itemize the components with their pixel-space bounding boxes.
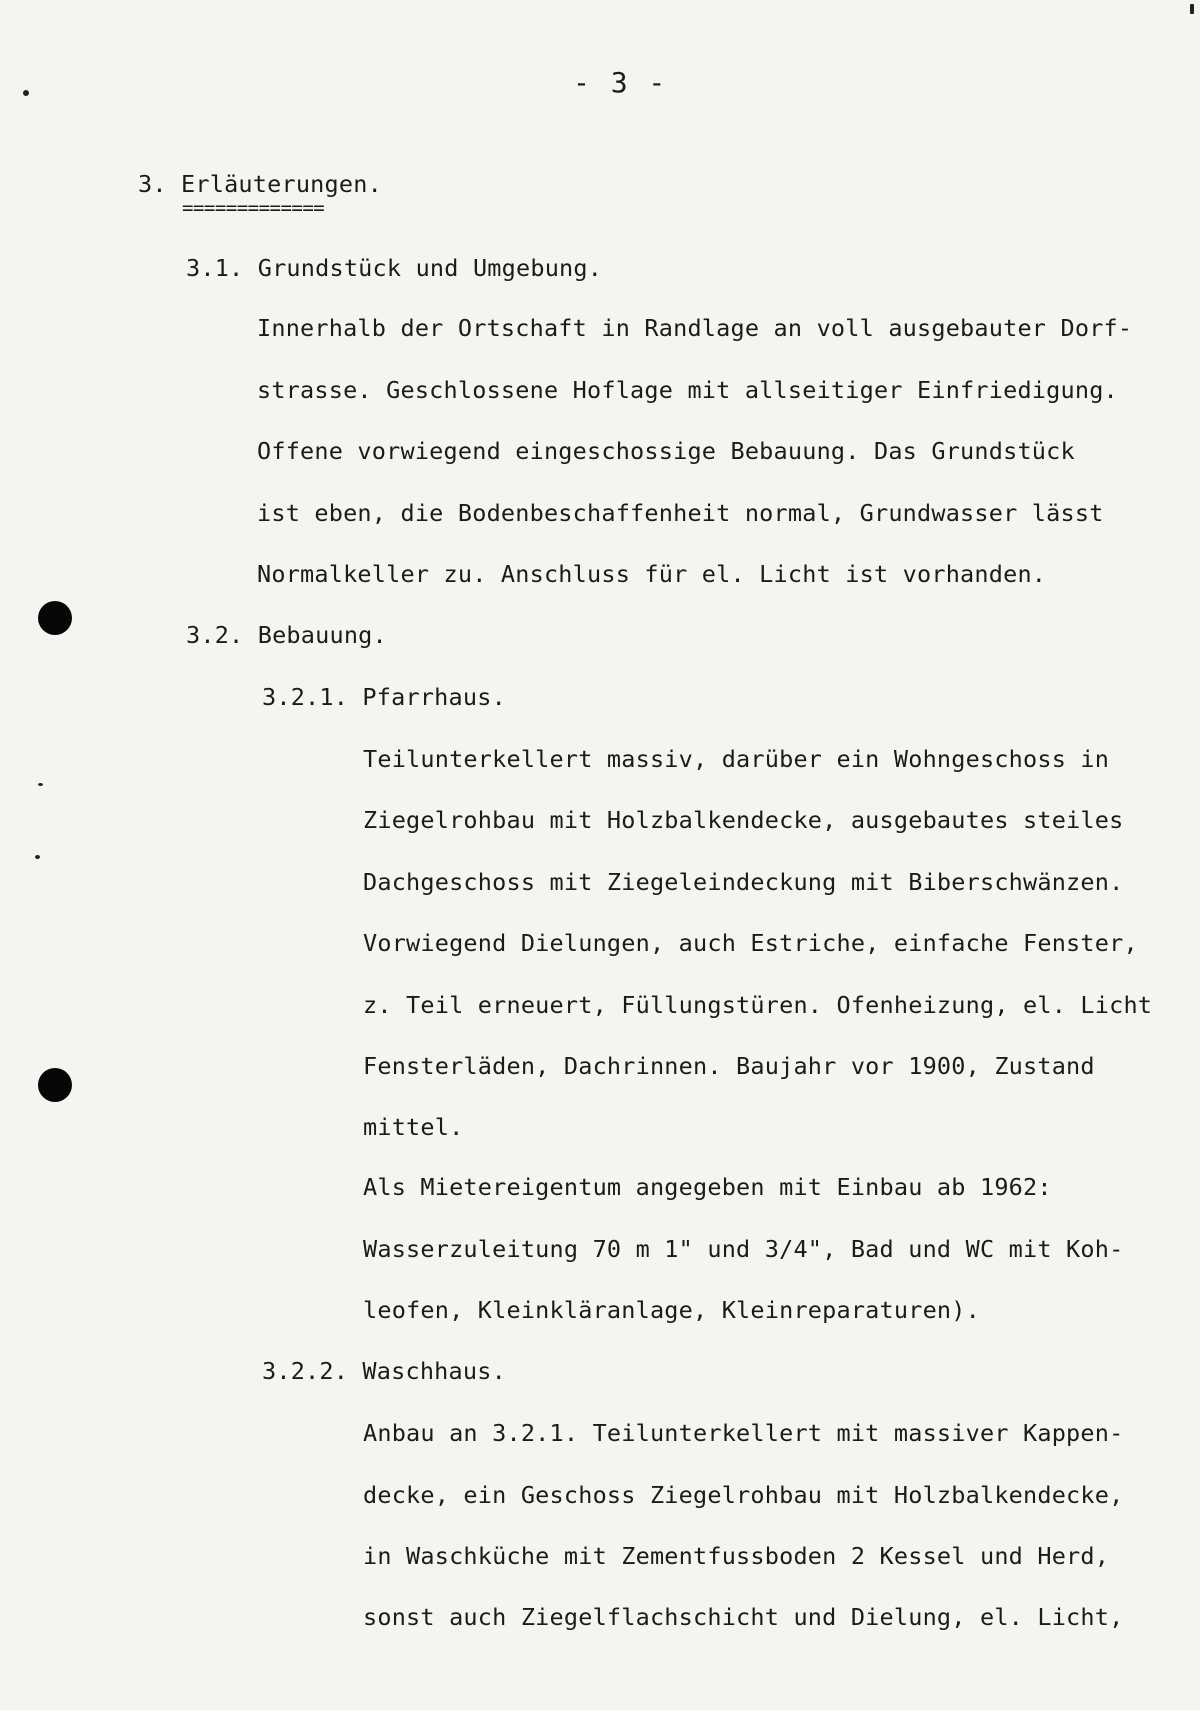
body-line: Anbau an 3.2.1. Teilunterkellert mit massiver Kappen- [363,1419,1124,1447]
page-number: - 3 - [573,66,668,99]
body-line: Wasserzuleitung 70 m 1" und 3/4", Bad und WC mit Koh- [363,1235,1124,1263]
body-line: Vorwiegend Dielungen, auch Estriche, einfache Fenster, [363,929,1138,957]
punch-hole-upper [38,601,72,635]
subsection-title: 3.1. Grundstück und Umgebung. [186,254,603,282]
paper-speck [23,90,29,96]
body-line: Fensterläden, Dachrinnen. Baujahr vor 1900, Zustand [363,1052,1095,1080]
paper-speck [38,783,43,786]
body-line: Als Mietereigentum angegeben mit Einbau ab 1962: [363,1173,1052,1201]
subsection-title: 3.2. Bebauung. [186,621,387,649]
body-line: in Waschküche mit Zementfussboden 2 Kessel und Herd, [363,1542,1110,1570]
body-line: z. Teil erneuert, Füllungstüren. Ofenheizung, el. Licht [363,991,1153,1019]
body-line: mittel. [363,1113,464,1141]
body-line: leofen, Kleinkläranlage, Kleinreparaturen). [363,1296,980,1324]
body-line: Teilunterkellert massiv, darüber ein Wohngeschoss in [363,745,1110,773]
body-line: Normalkeller zu. Anschluss für el. Licht ist vorhanden. [257,560,1047,588]
body-line: Ziegelrohbau mit Holzbalkendecke, ausgebautes steiles [363,806,1124,834]
punch-hole-lower [38,1068,72,1102]
body-line: decke, ein Geschoss Ziegelrohbau mit Holzbalkendecke, [363,1481,1124,1509]
body-line: Innerhalb der Ortschaft in Randlage an voll ausgebauter Dorf- [257,314,1133,342]
subsection-title: 3.2.1. Pfarrhaus. [262,683,506,711]
paper-speck [1190,4,1194,14]
body-line: sonst auch Ziegelflachschicht und Dielung, el. Licht, [363,1603,1124,1631]
body-line: Dachgeschoss mit Ziegeleindeckung mit Biberschwänzen. [363,868,1124,896]
section-heading: 3. Erläuterungen. [138,170,382,198]
paper-speck [35,855,40,859]
body-line: strasse. Geschlossene Hoflage mit allseitiger Einfriedigung. [257,376,1118,404]
body-line: Offene vorwiegend eingeschossige Bebauung. Das Grundstück [257,437,1075,465]
heading-underline: ============= [182,197,325,219]
subsection-title: 3.2.2. Waschhaus. [262,1357,506,1385]
body-line: ist eben, die Bodenbeschaffenheit normal, Grundwasser lässt [257,499,1104,527]
